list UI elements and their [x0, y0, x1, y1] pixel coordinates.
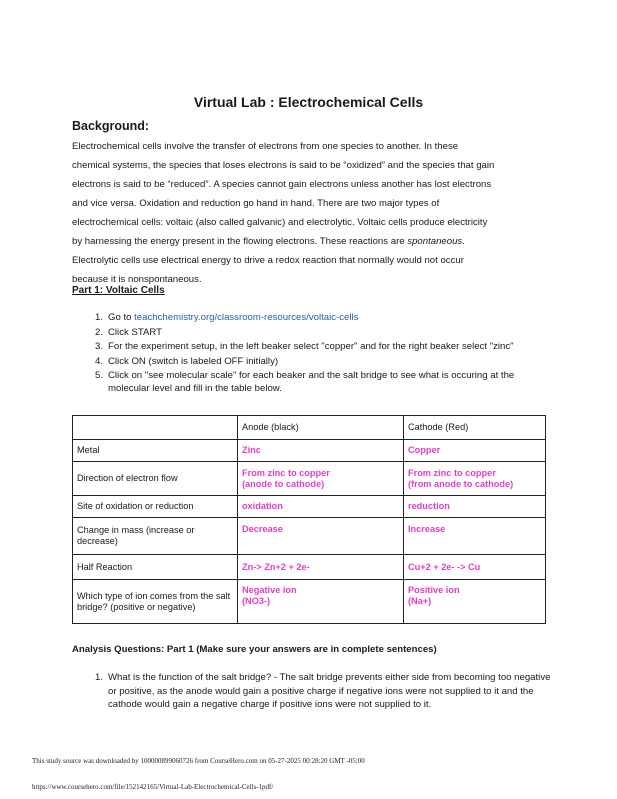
- bg-line: electrons is said to be “reduced”. A species cannot gain electrons unless another has lost electrons: [72, 179, 492, 190]
- row-label: Direction of electron flow: [73, 462, 238, 496]
- bg-line: electrochemical cells: voltaic (also called galvanic) and electrolytic. Voltaic cells produce electricity: [72, 217, 488, 228]
- bg-line: because it is nonspontaneous.: [72, 274, 202, 285]
- anode-cell: Negative ion (NO3-): [238, 580, 404, 624]
- table-header-row: [73, 416, 546, 440]
- step-number: 1.: [94, 312, 103, 323]
- table-row: [73, 580, 546, 624]
- question-number: 1.: [94, 672, 103, 683]
- step-text: Click START: [108, 326, 163, 338]
- list-item: [72, 327, 552, 340]
- question-text: What is the function of the salt bridge? - The salt bridge prevents either side from becoming too negative or positive, as the anode would gain a positive charge if negative ions were not supplied to it and the cathode would gain a negative charge if positive ions were not supplied to it.: [108, 672, 551, 710]
- table-row: [73, 518, 546, 555]
- anode-cell: From zinc to copper (anode to cathode): [238, 462, 404, 496]
- background-paragraph: [72, 137, 548, 289]
- table-row: [73, 440, 546, 462]
- analysis-heading: Analysis Questions: Part 1 (Make sure your answers are in complete sentences): [72, 644, 437, 655]
- table-header-cell: Cathode (Red): [404, 416, 546, 440]
- step-text: [108, 312, 552, 325]
- cathode-cell: Positive ion (Na+): [404, 580, 546, 624]
- list-item: [72, 341, 552, 354]
- cathode-cell: From zinc to copper (from anode to cathode): [404, 462, 546, 496]
- table-row: [73, 462, 546, 496]
- anode-cell: oxidation: [238, 496, 404, 518]
- cathode-cell: Increase: [404, 518, 546, 555]
- spontaneous-word: spontaneous.: [407, 236, 465, 247]
- url-footer[interactable]: https://www.coursehero.com/file/152142165/Virtual-Lab-Electrochemical-Cells-1pdf/: [32, 783, 274, 791]
- anode-cell: Decrease: [238, 518, 404, 555]
- cathode-cell: Copper: [404, 440, 546, 462]
- step-prefix: Go to: [108, 312, 135, 323]
- bg-line: chemical systems, the species that loses electrons is said to be “oxidized” and the species that gain: [72, 160, 495, 171]
- part1-heading: Part 1: Voltaic Cells: [72, 285, 165, 296]
- row-label: Metal: [73, 440, 238, 462]
- table-header-cell: Anode (black): [238, 416, 404, 440]
- voltaic-cell-table: [72, 415, 546, 624]
- step-text: For the experiment setup, in the left beaker select "copper" and for the right beaker select "zinc": [108, 341, 514, 352]
- row-label: Change in mass (increase or decrease): [73, 518, 238, 555]
- bg-line-text: by harnessing the energy present in the flowing electrons. These reactions are: [72, 236, 408, 247]
- list-item: [72, 370, 552, 395]
- step-number: 5.: [94, 370, 103, 381]
- table-row: [73, 555, 546, 580]
- background-heading: Background:: [72, 119, 150, 133]
- step-number: 4.: [94, 355, 103, 367]
- cathode-cell: reduction: [404, 496, 546, 518]
- page-title: Virtual Lab : Electrochemical Cells: [193, 94, 424, 110]
- anode-cell: Zn-> Zn+2 + 2e-: [238, 555, 404, 580]
- bg-line: Electrolytic cells use electrical energy to drive a redox reaction that normally would not occur: [72, 255, 464, 266]
- step-text: Click on "see molecular scale" for each beaker and the salt bridge to see what is occuring at the molecular level and fill in the table below.: [108, 370, 515, 394]
- anode-cell: Zinc: [238, 440, 404, 462]
- table-header-cell: [73, 416, 238, 440]
- step-number: 2.: [94, 326, 103, 338]
- teachchemistry-link[interactable]: teachchemistry.org/classroom-resources/voltaic-cells: [134, 312, 359, 323]
- row-label: Which type of ion comes from the salt bridge? (positive or negative): [73, 580, 238, 624]
- cathode-cell: Cu+2 + 2e- -> Cu: [404, 555, 546, 580]
- row-label: Half Reaction: [73, 555, 238, 580]
- analysis-question-1: [72, 671, 552, 712]
- instruction-list: [72, 312, 552, 397]
- row-label: Site of oxidation or reduction: [73, 496, 238, 518]
- list-item: [72, 312, 552, 325]
- bg-line: [72, 232, 548, 251]
- list-item: [72, 356, 552, 369]
- step-number: 3.: [94, 341, 103, 352]
- bg-line: and vice versa. Oxidation and reduction go hand in hand. There are two major types of: [72, 198, 440, 209]
- source-footer: This study source was downloaded by 100000899060726 from CourseHero.com on 05-27-2025 00:28:20 GMT -05:00: [32, 757, 365, 765]
- bg-line: Electrochemical cells involve the transfer of electrons from one species to another. In these: [72, 141, 459, 152]
- step-text: Click ON (switch is labeled OFF initially): [108, 355, 279, 367]
- table-row: [73, 496, 546, 518]
